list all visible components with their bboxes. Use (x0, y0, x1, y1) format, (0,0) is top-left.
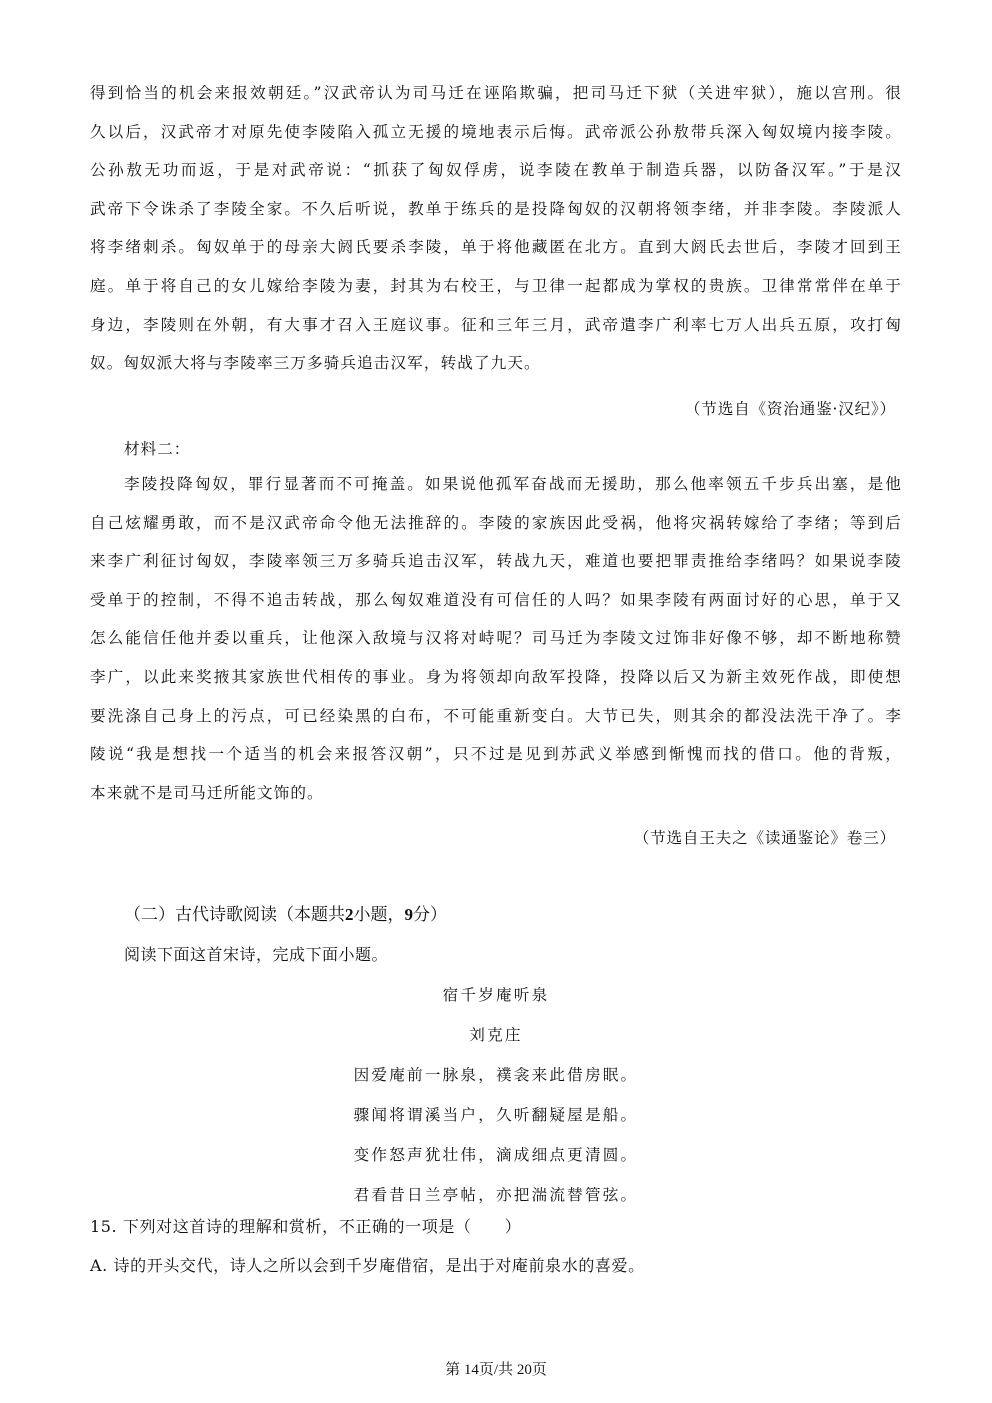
text-line: 将李绪刺杀。匈奴单于的母亲大阏氏要杀李陵，单于将他藏匿在北方。直到大阏氏去世后，李陵才回到王 (90, 238, 902, 257)
text-line: 久以后，汉武帝才对原先使李陵陷入孤立无援的境地表示后悔。武帝派公孙敖带兵深入匈奴境内接李陵。 (90, 122, 902, 141)
poem-line: 君看昔日兰亭帖，亦把湍流替管弦。 (353, 1186, 639, 1204)
poem-line: 因爱庵前一脉泉，襆衾来此借房眠。 (353, 1066, 639, 1084)
question-stem: 15. 下列对这首诗的理解和赏析，不正确的一项是（ ） (90, 1217, 522, 1236)
text-line: 要洗涤自己身上的污点，可已经染黑的白布，不可能重新变白。大节已失，则其余的都没法洗干净了。李 (90, 706, 902, 725)
text-line: 自己炫耀勇敢，而不是汉武帝命令他无法推辞的。李陵的家族因此受祸，他将灾祸转嫁给了李绪；等到后 (90, 513, 902, 532)
material1-source: （节选自《资治通鉴·汉纪》） (684, 400, 896, 418)
poem (0, 975, 992, 1215)
material1-paragraph (90, 74, 902, 383)
text-line: 得到恰当的机会来报效朝廷。”汉武帝认为司马迁在诬陷欺骗，把司马迁下狱（关进牢狱），施以宫刑。很 (90, 84, 902, 102)
page-footer: 第 14页/共 20页 (445, 1362, 547, 1378)
section-instruction: 阅读下面这首宋诗，完成下面小题。 (124, 945, 389, 964)
section-title-suffix: 分） (413, 905, 447, 924)
section-points: 9 (404, 905, 413, 924)
text-line: 怎么能信任他并委以重兵，让他深入敌境与汉将对峙呢？司马迁为李陵文过饰非好像不够，却不断地称赞 (90, 629, 902, 648)
text-line: 奴。匈奴派大将与李陵率三万多骑兵追击汉军，转战了九天。 (90, 354, 541, 373)
poem-line: 变作怒声犹壮伟，滴成细点更清圆。 (353, 1146, 639, 1164)
text-line: 李陵投降匈奴，罪行显著而不可掩盖。如果说他孤军奋战而无援助，那么他率领五千步兵出塞，是他 (124, 475, 902, 493)
material2-paragraph (90, 465, 902, 812)
text-line: 身边，李陵则在外朝，有大事才召入王庭议事。征和三年三月，武帝遣李广利率七万人出兵五原，攻打匈 (90, 315, 902, 334)
text-line: 来李广利征讨匈奴，李陵率领三万多骑兵追击汉军，转战九天，难道也要把罪责推给李绪吗？如果说李陵 (90, 552, 902, 571)
text-line: 受单于的控制，不得不追击转战，那么匈奴难道没有可信任的人吗？如果李陵有两面讨好的心思，单于又 (90, 590, 902, 609)
text-line: 陵说“我是想找一个适当的机会来报答汉朝”，只不过是见到苏武义举感到惭愧而找的借口。他的背叛， (90, 745, 902, 764)
text-line: 庭。单于将自己的女儿嫁给李陵为妻，封其为右校王，与卫律一起都成为掌权的贵族。卫律常常伴在单于 (90, 276, 902, 295)
section-title (124, 900, 447, 925)
section-title-prefix: （二）古代诗歌阅读（本题共 (124, 905, 345, 924)
material2-label: 材料二： (124, 440, 191, 458)
text-line: 公孙敖无功而返，于是对武帝说：“抓获了匈奴俘虏，说李陵在教单于制造兵器，以防备汉军。”于是汉 (90, 161, 902, 180)
text-line: 武帝下令诛杀了李陵全家。不久后听说，教单于练兵的是投降匈奴的汉朝将领李绪，并非李陵。李陵派人 (90, 199, 902, 218)
poem-author: 刘克庄 (469, 1026, 523, 1044)
section-question-count: 2 (345, 905, 354, 924)
text-line: 本来就不是司马迁所能文饰的。 (90, 783, 324, 802)
option-a: A. 诗的开头交代，诗人之所以会到千岁庵借宿，是出于对庵前泉水的喜爱。 (90, 1256, 645, 1275)
poem-title: 宿千岁庵听泉 (442, 986, 550, 1004)
section-title-mid: 小题， (353, 905, 405, 924)
text-line: 李广，以此来奖掖其家族世代相传的事业。身为将领却向敌军投降，投降以后又为新主效死作战，即使想 (90, 667, 902, 686)
material2-source: （节选自王夫之《读通鉴论》卷三） (633, 829, 896, 847)
poem-line: 骤闻将谓溪当户，久听翻疑屋是船。 (353, 1106, 639, 1124)
